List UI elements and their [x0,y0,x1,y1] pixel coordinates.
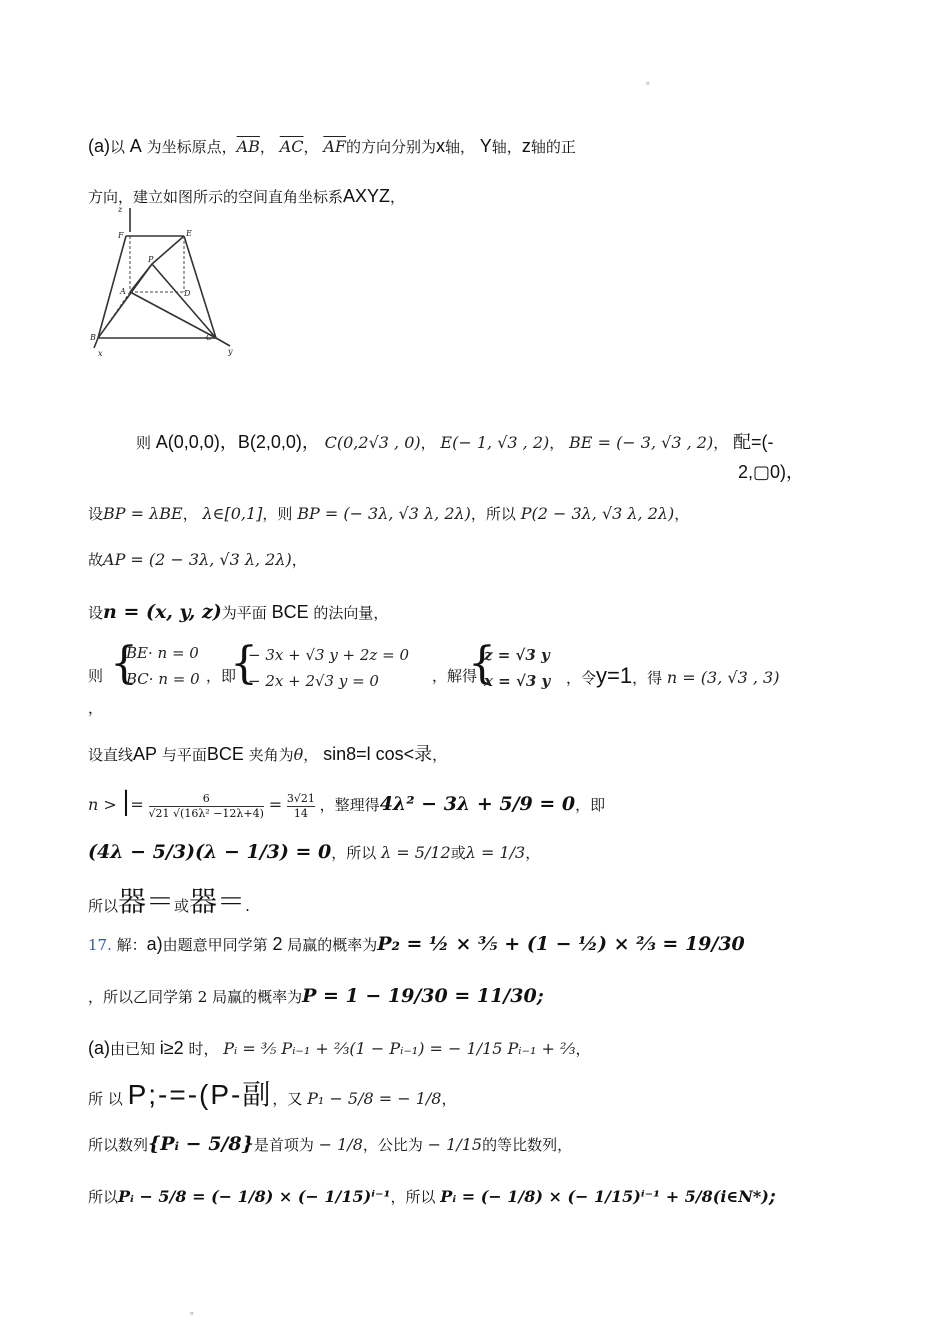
t: ， [575,1040,591,1058]
normal-vector: n = (3, √3 , 3) [666,668,780,687]
t: 2,▢0)， [738,462,805,482]
t: 设 [88,505,104,523]
t: 所 以 [88,1090,123,1108]
t: ， [420,434,436,452]
t: √21 √(16λ² −12λ+4) [148,806,264,820]
t: ， [390,188,406,206]
t: 或 [174,897,190,915]
t: θ [293,745,304,764]
t: 2 [272,934,283,954]
t: 以 [110,138,126,156]
t: λ = 5/12 [381,843,451,862]
coordinate-figure [88,204,248,364]
line-7-then [88,664,103,688]
t: ， [303,138,319,156]
t: n > [88,795,117,814]
t: − 1/15 [427,1135,483,1154]
t: 的法向量， [313,604,389,622]
t: 方向，建立如图所示的空间直角坐标系 [88,188,344,206]
t: A [129,136,142,156]
t: ， [259,138,275,156]
t: 是首项为 [253,1136,314,1154]
t: 所以数列 [88,1136,149,1154]
t: 轴， [491,138,522,156]
fig-label-f: F [118,231,124,240]
t: ，公比为 [362,1136,423,1154]
line-12 [88,932,745,957]
fig-label-d: D [184,289,191,298]
t: . [245,897,250,915]
t: ， [549,434,565,452]
t: z = √3 y [484,646,550,664]
t: ，即 [575,796,606,814]
system-3 [484,642,550,694]
t: λ = 1/3 [465,843,526,862]
line-16 [88,1132,572,1157]
t: 故 [88,551,104,569]
fig-label-y: y [228,347,233,356]
line-7-rest [566,664,779,690]
t: ，整理得 [319,796,380,814]
t: BP = λBE [103,504,183,523]
t: ， [303,746,319,764]
t: ; [768,1185,776,1207]
t: 器＝ [189,885,246,918]
line-3 [136,430,774,455]
t: ， [713,434,729,452]
t: 与平面 [161,746,207,764]
t: 设 [88,604,104,622]
t: (4λ − 5/3)(λ − 1/3) = 0 [88,841,332,863]
t: P₁ − 5/8 = − 1/8 [307,1089,442,1108]
fig-label-c: C [206,333,213,342]
t: P;-=-(P-副 [127,1079,273,1110]
line-15 [88,1078,456,1116]
fig-label-a: A [120,287,126,296]
t: Pᵢ = ⅗ Pᵢ₋₁ + ⅔(1 − Pᵢ₋₁) = − 1/15 Pᵢ₋₁ + ⅔ [223,1039,576,1058]
t: ， [432,746,448,764]
t: (a) [88,1038,110,1058]
system-1 [126,640,200,692]
t: Y [479,136,492,156]
t: ，解得 [432,667,478,685]
t: 时， [188,1040,219,1058]
t: ， [88,699,104,717]
line-14 [88,1036,590,1061]
t: 由已知 [110,1040,156,1058]
t: ，令 [566,669,597,687]
t: 3√21 [286,791,315,805]
brace-1: { [110,638,138,689]
line-9 [88,787,606,821]
t: ; [536,985,544,1007]
t: 则 [136,434,152,452]
t: 14 [293,806,308,820]
t: BCE [271,602,309,622]
line-7b [88,696,103,720]
t: ，即 [206,667,237,685]
t: y=1 [596,663,633,688]
t: ， [525,844,541,862]
line-3b [738,460,804,484]
t: ， [182,505,198,523]
t: 设直线 [88,746,134,764]
t: 由题意甲同学第 [162,936,268,954]
t: − 3x + √3 y + 2z = 0 [248,646,409,664]
t: | [121,787,131,817]
line-17 [88,1184,776,1209]
point-e: E(− 1, √3 , 2) [440,433,550,452]
t: = [130,795,144,814]
t: ，得 [632,669,663,687]
t: 器＝ [118,885,175,918]
fig-label-e: E [186,229,192,238]
t: z [521,136,531,156]
t: ，则 [262,505,293,523]
point-c: C(0,2√3 , 0) [324,433,421,452]
brace-3: { [468,638,496,689]
line-10 [88,840,540,865]
t: BP = (− 3λ, √3 λ, 2λ) [297,504,471,523]
fraction-1 [149,792,264,821]
top-mark: 。 [646,76,656,87]
fig-label-b: B [90,333,96,342]
t: 6 [149,792,264,807]
line-6 [88,600,388,625]
line-11 [88,884,250,924]
t: 局赢的概率为 [287,936,378,954]
t: Pᵢ = (− 1/8) × (− 1/15)ⁱ⁻¹ + 5/8(i∈N*) [440,1187,769,1206]
line-8 [88,742,447,767]
t: 的方向分别为 [345,138,436,156]
t: AXYZ [343,186,391,206]
t: 配=(- [733,432,774,452]
t: 解： [116,936,147,954]
t: ，所以 [390,1188,436,1206]
t: A(0,0,0)，B(2,0,0)， [155,432,320,452]
vector-ac: $\overline{AC}$ [279,137,304,156]
t: ，所以乙同学第 2 局赢的概率为 [88,988,303,1006]
label-a: (a) [88,136,110,156]
vector-ab: $\overline{AB}$ [236,137,260,156]
t: Pᵢ − 5/8 = (− 1/8) × (− 1/15)ⁱ⁻¹ [118,1187,391,1206]
t: ， [441,1090,457,1108]
line-4 [88,502,689,526]
t: P(2 − 3λ, √3 λ, 2λ) [520,504,675,523]
t: ，所以 [470,505,516,523]
t: {Pᵢ − 5/8} [148,1133,254,1155]
t: 所以 [88,897,119,915]
t: − 2x + 2√3 y = 0 [248,672,379,690]
t: 则 [88,667,104,685]
t: ， [291,551,307,569]
line-1 [88,134,576,159]
t: 或 [450,844,466,862]
t: AP = (2 − 3λ, √3 λ, 2λ) [103,550,292,569]
t: sin8=l cos<录 [323,744,433,764]
t: 轴的正 [530,138,576,156]
t: BCE [206,744,244,764]
brace-2: { [230,638,258,689]
t: BC· n = 0 [126,670,200,688]
vector-af: $\overline{AF}$ [323,137,346,156]
t: P₂ = ½ × ⅗ + (1 − ½) × ⅔ = 19/30 [377,933,745,955]
t: 轴， [444,138,475,156]
t: n = (x, y, z) [103,601,222,623]
problem-number: 17. [88,936,112,954]
t: 为平面 [221,604,267,622]
t: ，所以 [331,844,377,862]
t: 4λ² − 3λ + 5/9 = 0 [379,793,576,815]
t: λ∈[0,1] [202,504,263,523]
t: a) [146,934,163,954]
t: i≥2 [159,1038,184,1058]
fig-label-z: z [118,205,123,214]
t: P = 1 − 19/30 = 11/30 [302,985,537,1007]
system-2 [248,642,409,694]
t: 所以 [88,1188,119,1206]
t: − 1/8 [318,1135,363,1154]
bottom-mark: 。 [190,1306,200,1317]
t: x [435,136,445,156]
line-5 [88,548,307,572]
fig-label-x: x [98,349,103,358]
t: ， [674,505,690,523]
t: BE· n = 0 [126,644,199,662]
fraction-2 [287,792,315,821]
t: x = √3 y [484,672,551,690]
vector-be: BE = (− 3, √3 , 2) [569,433,714,452]
t: 的等比数列， [482,1136,573,1154]
t: ，又 [272,1090,303,1108]
t: 为坐标原点， [146,138,237,156]
t: AP [133,744,158,764]
line-13 [88,984,544,1009]
fig-label-p: P [148,255,154,264]
t: = [268,795,283,814]
t: 夹角为 [248,746,294,764]
